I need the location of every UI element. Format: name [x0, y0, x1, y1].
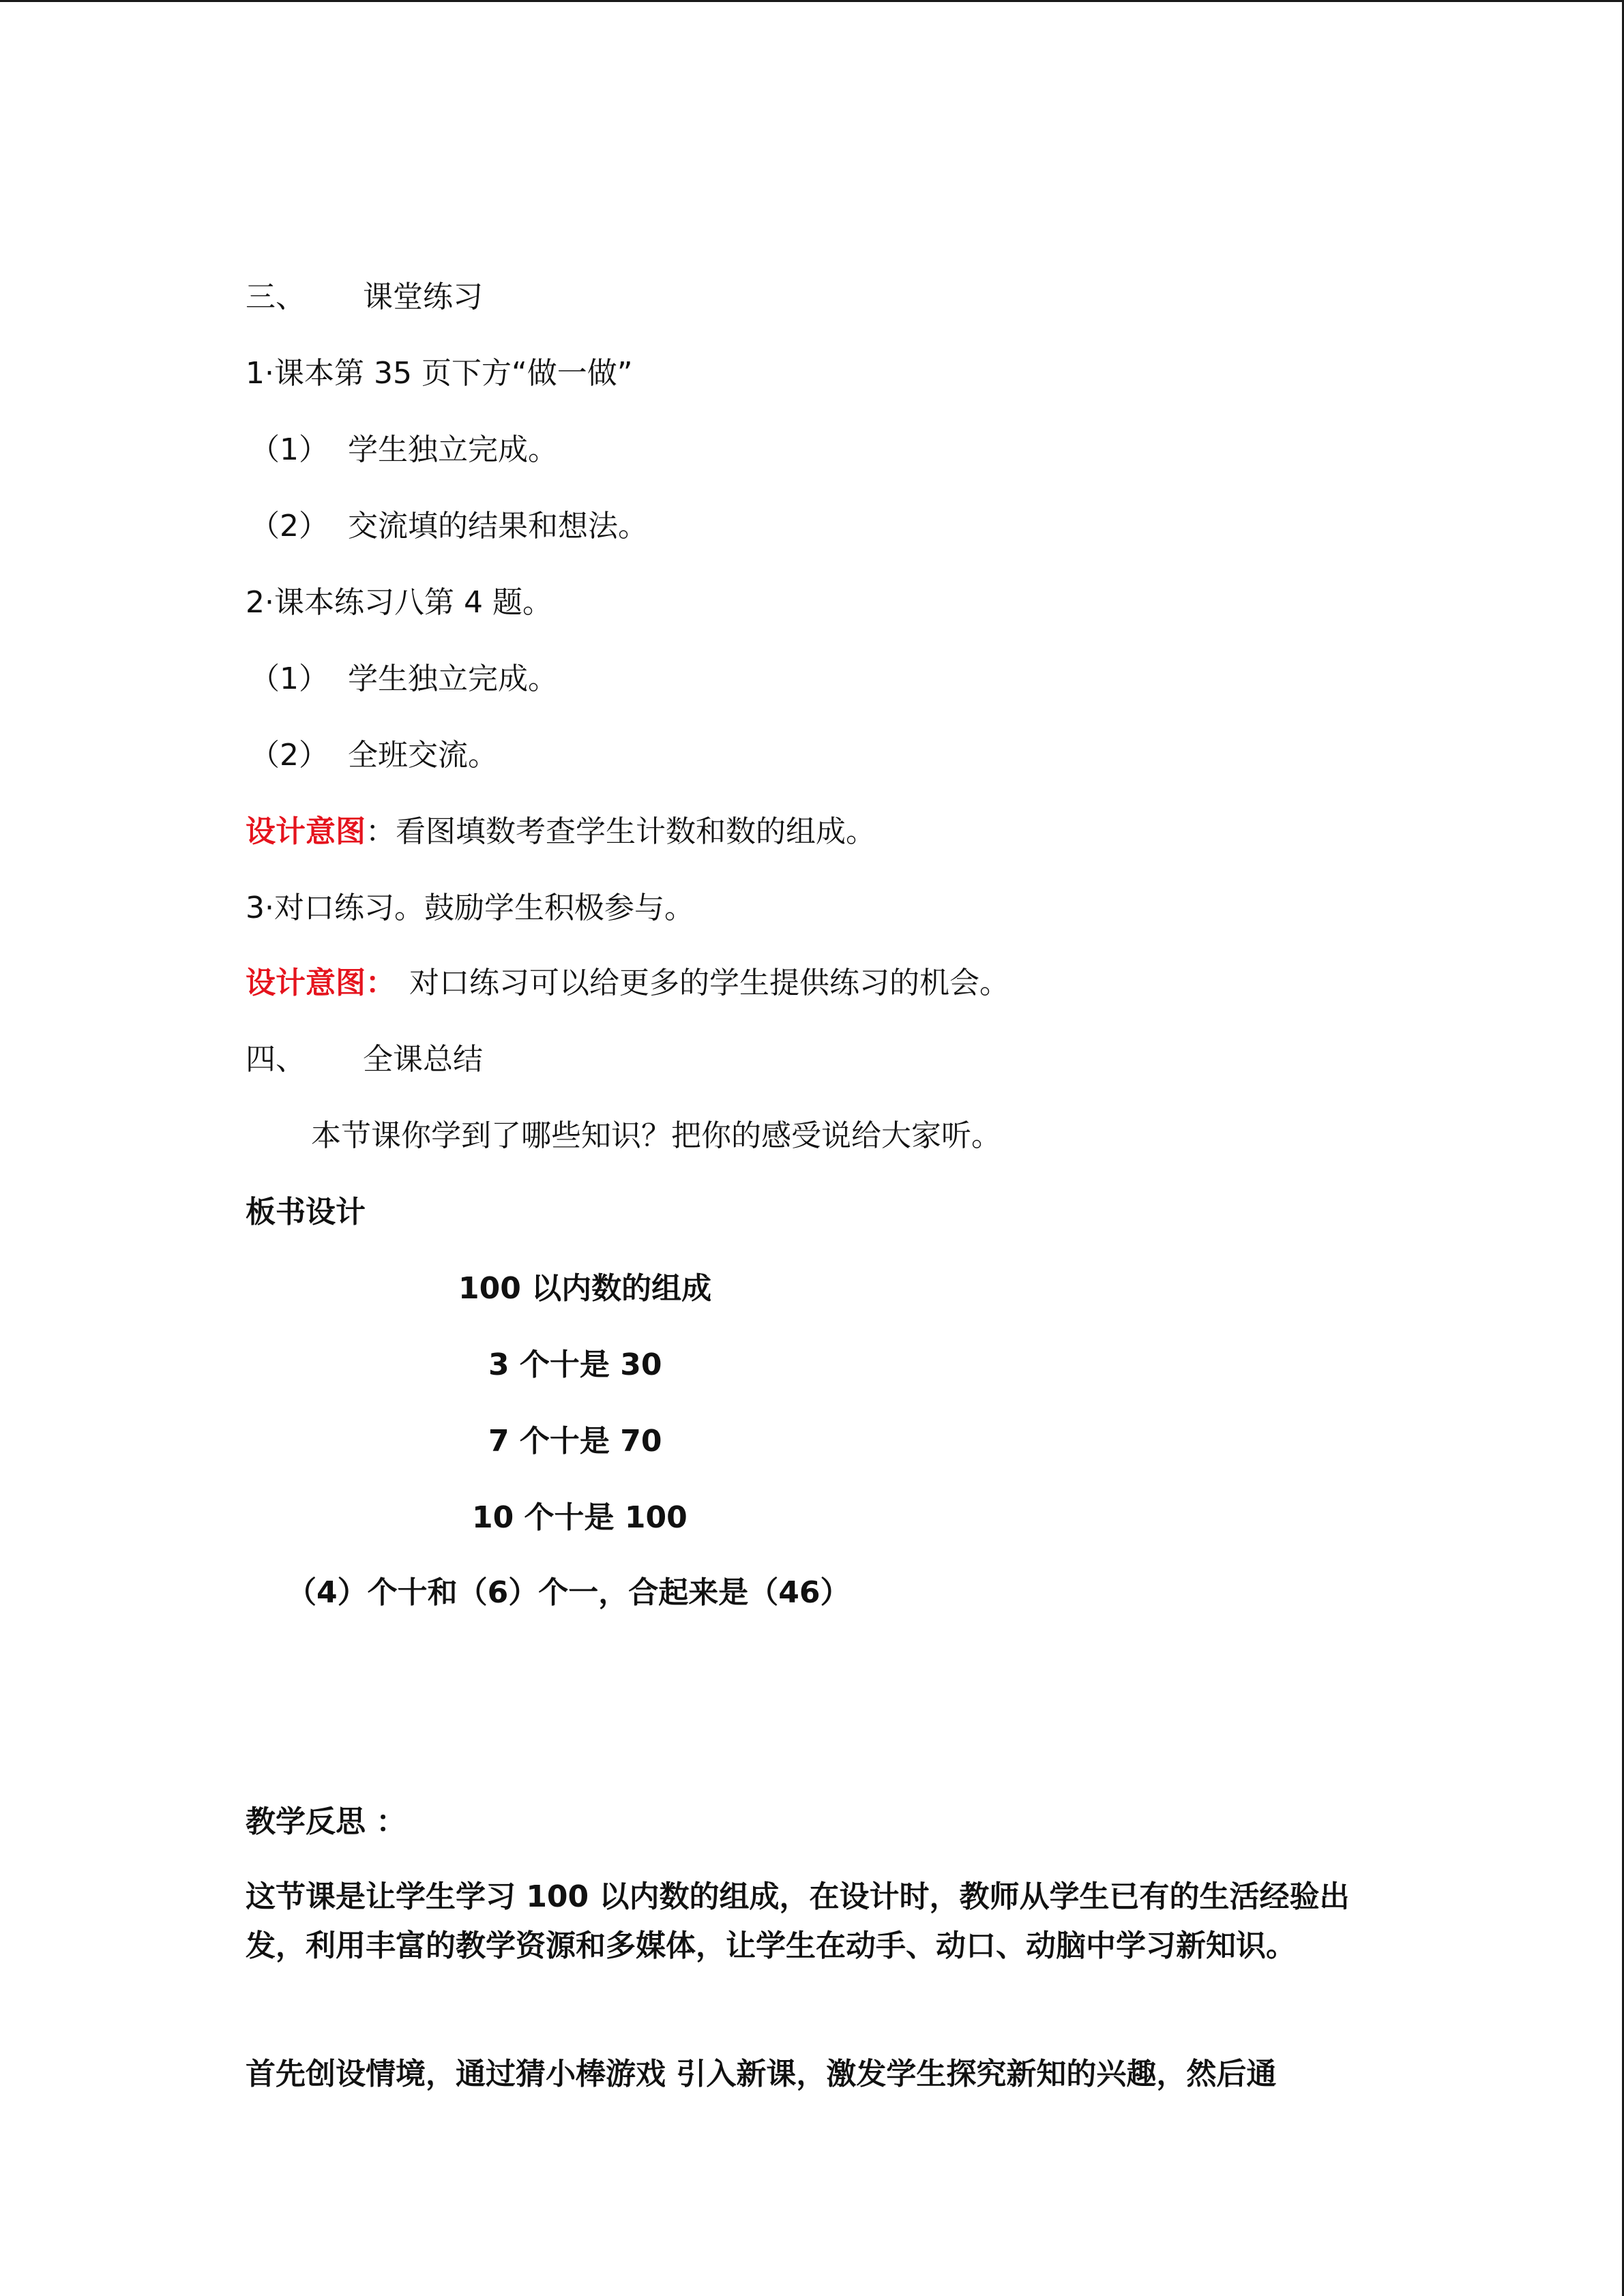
item-1-sub-2-num: （2） [250, 509, 329, 543]
item-3: 3·对口练习。鼓励学生积极参与。 [246, 891, 694, 925]
item-2-sub-2-text: 全班交流。 [348, 738, 498, 773]
board-title: 100 以内数的组成 [458, 1271, 712, 1306]
summary-heading-num: 四、 [246, 1042, 306, 1077]
item-1-sub-2 [250, 506, 648, 547]
item-2-sub-1-text: 学生独立完成。 [348, 661, 558, 696]
board-line-4: （4）个十和（6）个一，合起来是（46） [286, 1575, 851, 1610]
page-border-top [0, 0, 1624, 2]
item-1-sub-1-text: 学生独立完成。 [348, 432, 558, 467]
practice-heading [246, 277, 483, 318]
reflection-heading: 教学反思 ： [246, 1804, 407, 1839]
summary-heading [246, 1039, 483, 1080]
item-1: 1·课本第 35 页下方“做一做” [246, 356, 633, 391]
item-2-sub-2-num: （2） [250, 738, 329, 773]
practice-heading-num: 三、 [246, 280, 306, 314]
item-1-sub-1-num: （1） [250, 432, 329, 467]
item-2-sub-1-num: （1） [250, 661, 329, 696]
summary-body: 本节课你学到了哪些知识？把你的感受说给大家听。 [311, 1118, 1001, 1153]
practice-heading-text: 课堂练习 [363, 280, 483, 314]
item-1-sub-1 [250, 430, 558, 471]
board-line-2: 7 个十是 70 [488, 1424, 662, 1459]
board-line-1: 3 个十是 30 [488, 1347, 662, 1382]
board-line-3: 10 个十是 100 [472, 1500, 688, 1535]
item-2: 2·课本练习八第 4 题。 [246, 585, 552, 620]
reflection-paragraph-2: 首先创设情境，通过猜小棒游戏 引入新课，激发学生探究新知的兴趣，然后通 [246, 2057, 1277, 2091]
design-intent-1-label: 设计意图 [246, 814, 366, 849]
board-heading: 板书设计 [246, 1195, 366, 1229]
summary-heading-text: 全课总结 [363, 1042, 483, 1077]
item-2-sub-2 [250, 735, 498, 776]
item-2-sub-1 [250, 659, 558, 700]
design-intent-2-text: 对口练习可以给更多的学生提供练习的机会。 [409, 966, 1009, 1000]
reflection-paragraph-1: 这节课是让学生学习 100 以内数的组成，在设计时，教师从学生已有的生活经验出发，利用丰富的教学资源和多媒体，让学生在动手、动口、动脑中学习新知识。 [246, 1879, 1350, 1963]
design-intent-2 [246, 963, 1009, 1004]
design-intent-1 [246, 811, 876, 852]
design-intent-2-label: 设计意图： [246, 966, 396, 1000]
item-1-sub-2-text: 交流填的结果和想法。 [348, 509, 648, 543]
design-intent-1-text: ：看图填数考查学生计数和数的组成。 [366, 814, 876, 849]
